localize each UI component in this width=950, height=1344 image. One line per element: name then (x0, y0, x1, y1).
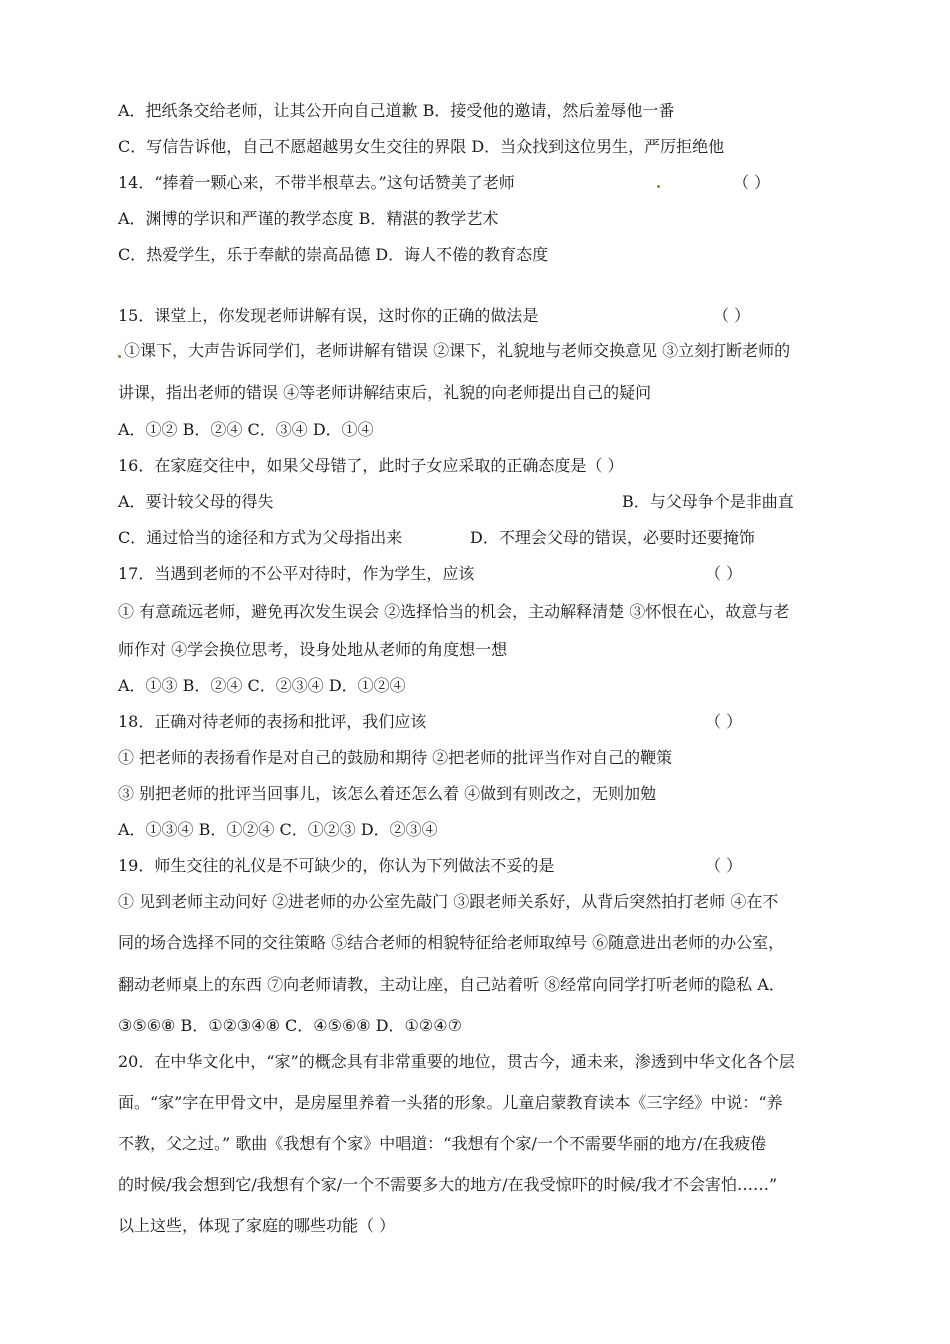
q18-stem: 18．正确对待老师的表扬和批评，我们应该 (118, 712, 427, 731)
q20-line4: 的时候/我会想到它/我想有个家/一个不需要多大的地方/在我受惊吓的时候/我才不会害怕……” (118, 1175, 778, 1194)
q19-items-line2: 同的场合选择不同的交往策略 ⑤结合老师的相貌特征给老师取绰号 ⑥随意进出老师的办公室， (118, 933, 785, 952)
q16-stem: 16．在家庭交往中，如果父母错了，此时子女应采取的正确态度是（ ） (118, 456, 624, 475)
q19-items-line3: 翻动老师桌上的东西 ⑦向老师请教，主动让座，自己站着听 ⑧经常向同学打听老师的隐私 A． (118, 975, 785, 994)
q17-items-line1: ① 有意疏远老师，避免再次发生误会 ②选择恰当的机会，主动解释清楚 ③怀恨在心，故意与老 (118, 602, 790, 621)
q19-items-line1: ① 见到老师主动问好 ②进老师的办公室先敲门 ③跟老师关系好，从背后突然拍打老师 ④在不 (118, 892, 779, 911)
q15-options: A．①② B．②④ C．③④ D．①④ (118, 420, 374, 439)
q16-option-c: C．通过恰当的途径和方式为父母指出来 (118, 528, 403, 547)
q20-line1: 20．在中华文化中，“家”的概念具有非常重要的地位，贯古今，通未来，渗透到中华文化各个层 (118, 1052, 795, 1071)
q15-items-line2: 讲课，指出老师的错误 ④等老师讲解结束后，礼貌的向老师提出自己的疑问 (118, 383, 652, 402)
q18-items-line2: ③ 别把老师的批评当回事儿，该怎么着还怎么着 ④做到有则改之，无则加勉 (118, 784, 657, 803)
q16-option-b: B．与父母争个是非曲直 (622, 492, 794, 511)
q20-line5: 以上这些，体现了家庭的哪些功能（ ） (118, 1216, 396, 1235)
q16-option-a: A．要计较父母的得失 (118, 492, 274, 511)
q13-options-cd: C．写信告诉他，自己不愿超越男女生交往的界限 D．当众找到这位男生，严厉拒绝他 (118, 137, 725, 156)
q17-stem: 17．当遇到老师的不公平对待时，作为学生，应该 (118, 564, 475, 583)
scan-speck (118, 355, 121, 358)
q14-answer-paren: （ ） (733, 173, 771, 192)
q15-stem: 15．课堂上，你发现老师讲解有误，这时你的正确的做法是 (118, 306, 539, 325)
q18-options: A．①③④ B．①②④ C．①②③ D．②③④ (118, 820, 438, 839)
q13-options-ab: A．把纸条交给老师，让其公开向自己道歉 B．接受他的邀请，然后羞辱他一番 (118, 101, 675, 120)
q20-line3: 不教，父之过。” 歌曲《我想有个家》中唱道：“我想有个家/一个不需要华丽的地方/在我疲倦 (118, 1134, 767, 1153)
q17-items-line2: 师作对 ④学会换位思考，设身处地从老师的角度想一想 (118, 640, 508, 659)
q14-options-cd: C．热爱学生，乐于奉献的崇高品德 D．诲人不倦的教育态度 (118, 245, 549, 264)
q19-options: ③⑤⑥⑧ B．①②③④⑧ C．④⑤⑥⑧ D．①②④⑦ (118, 1016, 462, 1035)
q16-option-d: D．不理会父母的错误，必要时还要掩饰 (470, 528, 755, 547)
q19-answer-paren: （ ） (705, 856, 743, 875)
q14-options-ab: A．渊博的学识和严谨的教学态度 B．精湛的教学艺术 (118, 209, 499, 228)
q17-options: A．①③ B．②④ C．②③④ D．①②④ (118, 676, 406, 695)
q14-stem: 14．“捧着一颗心来，不带半根草去。”这句话赞美了老师 (118, 173, 515, 192)
q18-answer-paren: （ ） (705, 712, 743, 731)
q19-stem: 19．师生交往的礼仪是不可缺少的，你认为下列做法不妥的是 (118, 856, 555, 875)
q17-answer-paren: （ ） (705, 564, 743, 583)
q20-line2: 面。“家”字在甲骨文中，是房屋里养着一头猪的形象。儿童启蒙教育读本《三字经》中说：“养 (118, 1093, 783, 1112)
scan-speck (657, 185, 660, 188)
q18-items-line1: ① 把老师的表扬看作是对自己的鼓励和期待 ②把老师的批评当作对自己的鞭策 (118, 748, 673, 767)
q15-answer-paren: （ ） (713, 306, 751, 325)
q15-items-line1: ①课下，大声告诉同学们，老师讲解有错误 ②课下，礼貌地与老师交换意见 ③立刻打断老师的 (124, 341, 791, 360)
